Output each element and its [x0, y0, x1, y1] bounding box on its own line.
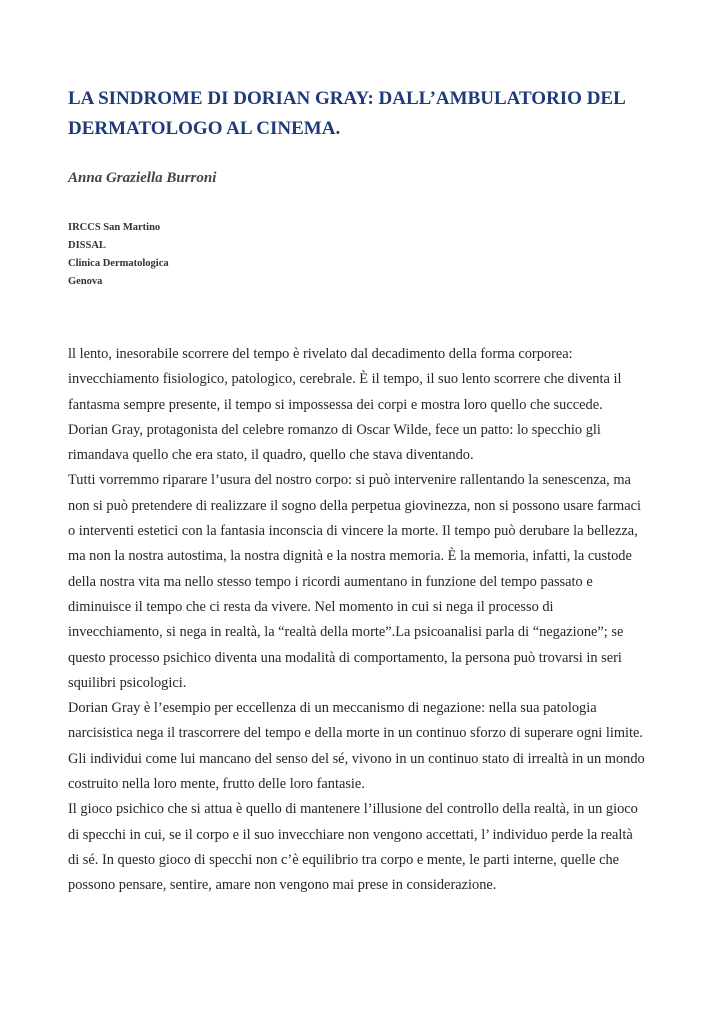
body-line: diminuisce il tempo che ci resta da vivere. Nel momento in cui si nega il processo di: [68, 598, 554, 615]
body-line: o interventi estetici con la fantasia inconscia di vincere la morte. Il tempo può derubare la bellezza,: [68, 523, 638, 540]
affiliation-line: IRCCS San Martino: [68, 222, 161, 233]
body-line: invecchiamento, si nega in realtà, la “realtà della morte”.La psicoanalisi parla di “negazione”; se: [68, 624, 624, 641]
affiliation-line: Genova: [68, 276, 103, 287]
body-line: Gli individui come lui mancano del senso del sé, vivono in un continuo stato di irrealtà in un mondo: [68, 750, 645, 767]
body-line: possono pensare, sentire, amare non vengono mai prese in considerazione.: [68, 877, 497, 894]
body-line: non si può pretendere di realizzare il sogno della perpetua giovinezza, non si possono usare farmaci: [68, 497, 642, 514]
author-name: Anna Graziella Burroni: [68, 170, 217, 186]
document-title: [68, 84, 668, 144]
body-line: Dorian Gray è l’esempio per eccellenza di un meccanismo di negazione: nella sua patologia: [68, 700, 597, 717]
body-line: Il gioco psichico che si attua è quello di mantenere l’illusione del controllo della realtà, in un gioco: [68, 801, 638, 818]
body-line: di sé. In questo gioco di specchi non c’è equilibrio tra corpo e mente, le parti interne, quelle che: [68, 851, 620, 868]
body-line: narcisistica nega il trascorrere del tempo e della morte in un continuo sforzo di superare ogni limite.: [68, 725, 644, 742]
body-text: [68, 342, 668, 899]
body-line: costruito nella loro mente, frutto delle loro fantasie.: [68, 776, 365, 793]
body-line: rimandava quello che era stato, il quadro, quello che stava diventando.: [68, 447, 474, 464]
affiliation-line: Clinica Dermatologica: [68, 258, 169, 269]
body-line: di specchi in cui, se il corpo e il suo invecchiare non vengono accettati, l’ individuo perde la realtà: [68, 826, 633, 843]
body-line: questo processo psichico diventa una modalità di comportamento, la persona può trovarsi in seri: [68, 649, 622, 666]
title-line: LA SINDROME DI DORIAN GRAY: DALL’AMBULATORIO DEL: [68, 88, 626, 109]
affiliation-line: DISSAL: [68, 240, 106, 251]
title-line: DERMATOLOGO AL CINEMA.: [68, 118, 341, 139]
body-line: Dorian Gray, protagonista del celebre romanzo di Oscar Wilde, fece un patto: lo specchio gli: [68, 421, 601, 438]
affiliation-block: [68, 219, 169, 291]
body-line: della nostra vita ma nello stesso tempo i ricordi aumentano in funzione del tempo passato e: [68, 573, 593, 590]
body-line: invecchiamento fisiologico, patologico, cerebrale. È il tempo, il suo lento scorrere che diventa il: [68, 371, 622, 388]
body-line: fantasma sempre presente, il tempo si impossessa dei corpi e mostra loro quello che succede.: [68, 396, 603, 413]
body-line: ll lento, inesorabile scorrere del tempo è rivelato dal decadimento della forma corporea:: [68, 346, 573, 362]
body-line: Tutti vorremmo riparare l’usura del nostro corpo: si può intervenire rallentando la senescenza, ma: [68, 472, 631, 489]
body-line: ma non la nostra autostima, la nostra dignità e la nostra memoria. È la memoria, infatti, la custode: [68, 548, 632, 565]
body-line: squilibri psicologici.: [68, 674, 187, 691]
